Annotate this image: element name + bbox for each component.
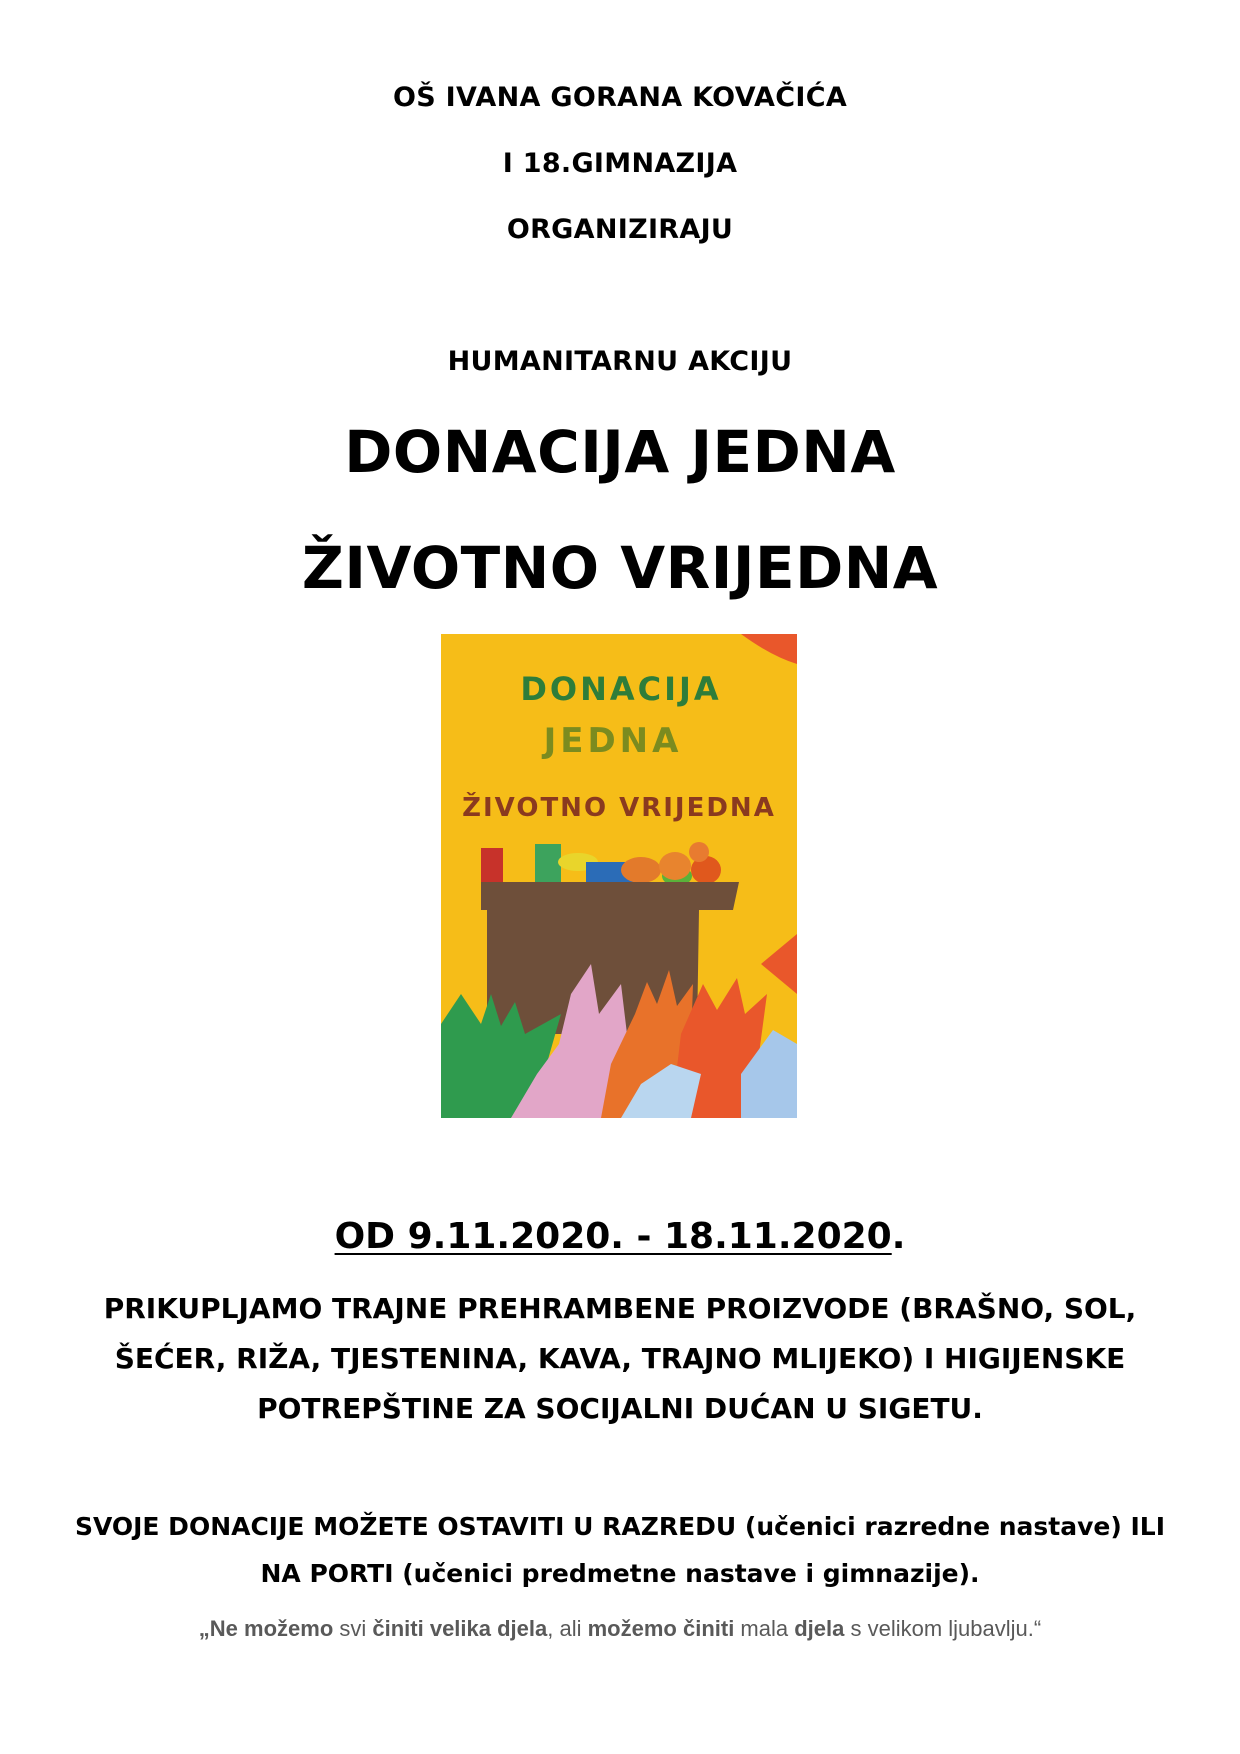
quote-part-3: činiti velika djela [372, 1616, 548, 1641]
quote [0, 1616, 1240, 1642]
poster-image [441, 634, 797, 1118]
title-line-2: ŽIVOTNO VRIJEDNA [301, 534, 939, 602]
donate-line-2: NA PORTI (učenici predmetne nastave i gimnazije). [260, 1559, 980, 1588]
collect-line-3: POTREPŠTINE ZA SOCIJALNI DUĆAN U SIGETU. [257, 1392, 983, 1425]
quote-part-4: , ali [547, 1616, 588, 1641]
action-subtitle: HUMANITARNU AKCIJU [447, 346, 793, 377]
quote-part-1: „Ne možemo [198, 1616, 334, 1641]
title-line-1: DONACIJA JEDNA [344, 418, 896, 486]
quote-part-5: možemo činiti [587, 1616, 735, 1641]
poster-text-2: JEDNA [543, 721, 683, 761]
partner-school: I 18.GIMNAZIJA [502, 148, 738, 179]
poster-text-3: ŽIVOTNO VRIJEDNA [462, 793, 776, 823]
date-range-value: OD 9.11.2020. - 18.11.2020 [334, 1216, 892, 1257]
date-range-period: . [891, 1216, 906, 1257]
quote-part-8: s velikom ljubavlju.“ [844, 1616, 1042, 1641]
poster-text-1: DONACIJA [520, 670, 722, 708]
collect-line-2: ŠEĆER, RIŽA, TJESTENINA, KAVA, TRAJNO MLIJEKO) I HIGIJENSKE [114, 1342, 1126, 1375]
donate-line-1: SVOJE DONACIJE MOŽETE OSTAVITI U RAZREDU (učenici razredne nastave) ILI [74, 1512, 1166, 1541]
school-name: OŠ IVANA GORANA KOVAČIĆA [392, 82, 848, 113]
quote-part-7: djela [794, 1616, 845, 1641]
quote-part-2: svi [333, 1616, 373, 1641]
quote-part-6: mala [734, 1616, 795, 1641]
date-range [0, 1216, 1240, 1257]
organizing-label: ORGANIZIRAJU [506, 214, 734, 245]
collect-line-1: PRIKUPLJAMO TRAJNE PREHRAMBENE PROIZVODE (BRAŠNO, SOL, [103, 1292, 1137, 1325]
